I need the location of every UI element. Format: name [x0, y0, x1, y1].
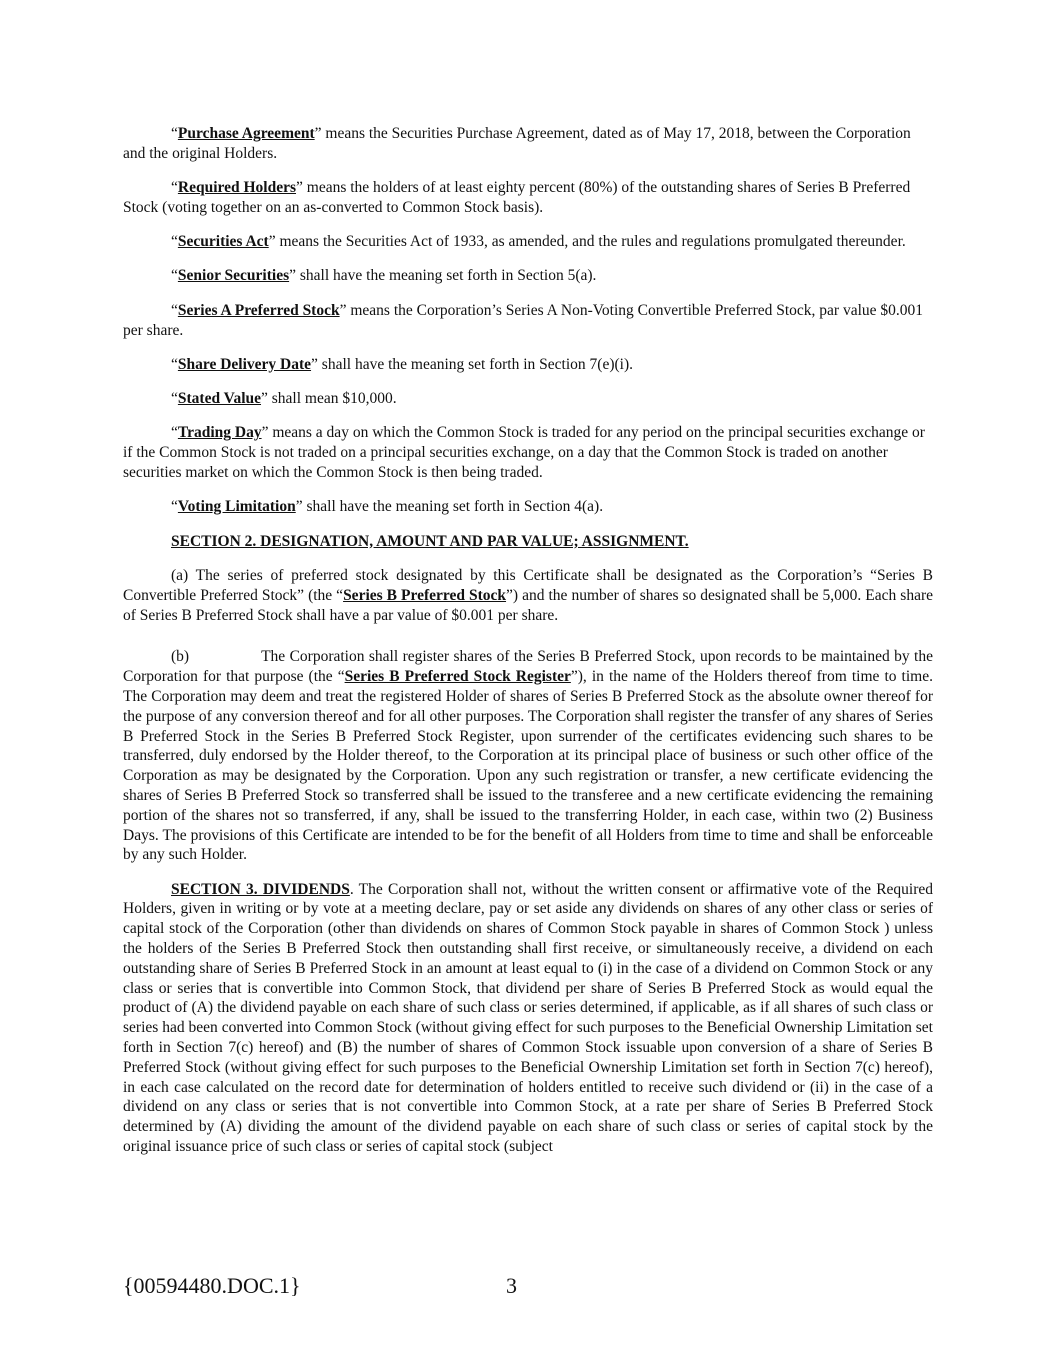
defined-term: Required Holders — [177, 179, 297, 197]
paragraph-label: (a) — [171, 566, 189, 584]
defined-term: Series A Preferred Stock — [177, 301, 340, 319]
section-3-paragraph: SECTION 3. DIVIDENDS. The Corporation shall not, without the written consent or affirmative vote of the Required Holders, given in writing or by vote at a meeting declare, pay or set aside any dividends on shares of any other class or series of capital stock of the Corporation (other than dividends on shares of Common Stock payable in shares of Common Stock ) unless the holders of the Series B Preferred Stock then outstanding shall first receive, or simultaneously receive, a dividend on each outstanding share of Series B Preferred Stock in an amount at least equal to (i) in the case of a dividend on Common Stock or any class or series that is convertible into Common Stock, that dividend per share of Series B Preferred Stock as would equal the product of (A) the dividend payable on each share of such class or series determined, if applicable, as if all shares of such class or series had been converted into Common Stock (without giving effect for such purposes to the Beneficial Ownership Limitation set forth in Section 7(c) hereof) and (B) the number of shares of Common Stock issuable upon conversion of a share of Series B Preferred Stock (without giving effect for such purposes to the Beneficial Ownership Limitation set forth in Section 7(c) hereof), in each case calculated on the record date for determination of holders entitled to receive such dividend or (ii) in the case of a dividend on any class or series that is not convertible into Common Stock, at a rate per share of Series B Preferred Stock determined by (A) dividing the amount of the dividend payable on each share of such class or series of capital stock by the original issuance price of such class or series of capital stock (subject — [123, 880, 934, 1155]
definition-share-delivery-date: “Share Delivery Date” shall have the meaning set forth in Section 7(e)(i). — [171, 355, 633, 373]
definition-trading-day: “Trading Day” means a day on which the Common Stock is traded for any period on the principal securities exchange or if the Common Stock is not traded on a principal securities exchange, on a day that the Common Stock is traded on another securities market on which the Common Stock is then being traded. — [123, 424, 925, 482]
section-2-paragraph-a: (a) The series of preferred stock designated by this Certificate shall be designated as the Corporation’s “Series B Convertible Preferred Stock” (the “Series B Preferred Stock”) and the number of shares so designated shall be 5,000. Each share of Series B Preferred Stock shall have a par value of $0.001 per share. — [123, 566, 933, 624]
document-id: {00594480.DOC.1} — [123, 1273, 301, 1298]
section-2-heading: SECTION 2. DESIGNATION, AMOUNT AND PAR VALUE; ASSIGNMENT. — [171, 532, 689, 550]
defined-term: Stated Value — [177, 390, 262, 408]
defined-term: Senior Securities — [177, 267, 290, 285]
defined-term: Trading Day — [177, 424, 262, 442]
document-page — [123, 124, 933, 1171]
defined-term: Share Delivery Date — [177, 355, 312, 373]
section-2-heading-paragraph — [123, 532, 933, 552]
definition-stated-value: “Stated Value” shall mean $10,000. — [171, 390, 397, 408]
definition-senior-securities: “Senior Securities” shall have the meaning set forth in Section 5(a). — [171, 267, 597, 285]
defined-term: Series B Preferred Stock — [343, 586, 507, 604]
definition-required-holders: “Required Holders” means the holders of at least eighty percent (80%) of the outstanding shares of Series B Preferred Stock (voting together on an as-converted to Common Stock basis). — [123, 179, 911, 216]
defined-term: Series B Preferred Stock Register — [344, 668, 571, 686]
definition-series-a-preferred-stock: “Series A Preferred Stock” means the Corporation’s Series A Non-Voting Convertible Preferred Stock, par value $0.001 per share. — [123, 301, 924, 339]
defined-term: Securities Act — [177, 233, 269, 251]
definition-purchase-agreement: “Purchase Agreement” means the Securities Purchase Agreement, dated as of May 17, 2018, between the Corporation and the original Holders. — [123, 125, 911, 162]
section-2-paragraph-b: (b) The Corporation shall register shares of the Series B Preferred Stock, upon records to be maintained by the Corporation for that purpose (the “Series B Preferred Stock Register”), in the name of the Holders thereof from time to time. The Corporation may deem and treat the registered Holder of shares of Series B Preferred Stock as the absolute owner thereof for the purpose of any conversion thereof and for all other purposes. The Corporation shall register the transfer of any shares of Series B Preferred Stock in the Series B Preferred Stock Register, upon surrender of the certificates evidencing such shares to be transferred, duly endorsed by the Holder thereof, to the Corporation at its principal place of business or such other office of the Corporation as may be designated by the Corporation. Upon any such registration or transfer, a new certificate evidencing the shares of Series B Preferred Stock so transferred shall be issued to the transferee and a new certificate evidencing the remaining portion of the shares not so transferred, if any, shall be issued to the transferring Holder, in each case, within two (2) Business Days. The provisions of this Certificate are intended to be for the benefit of all Holders from time to time and shall be enforceable by any such Holder. — [123, 648, 933, 864]
paragraph-label: (b) — [171, 648, 190, 666]
page-number: 3 — [506, 1273, 517, 1298]
defined-term: Voting Limitation — [177, 498, 296, 516]
defined-term: Purchase Agreement — [177, 125, 315, 142]
definition-voting-limitation: “Voting Limitation” shall have the meaning set forth in Section 4(a). — [171, 498, 604, 516]
definition-securities-act: “Securities Act” means the Securities Act of 1933, as amended, and the rules and regulations promulgated thereunder. — [171, 233, 906, 251]
section-3-heading: SECTION 3. DIVIDENDS — [171, 880, 350, 898]
